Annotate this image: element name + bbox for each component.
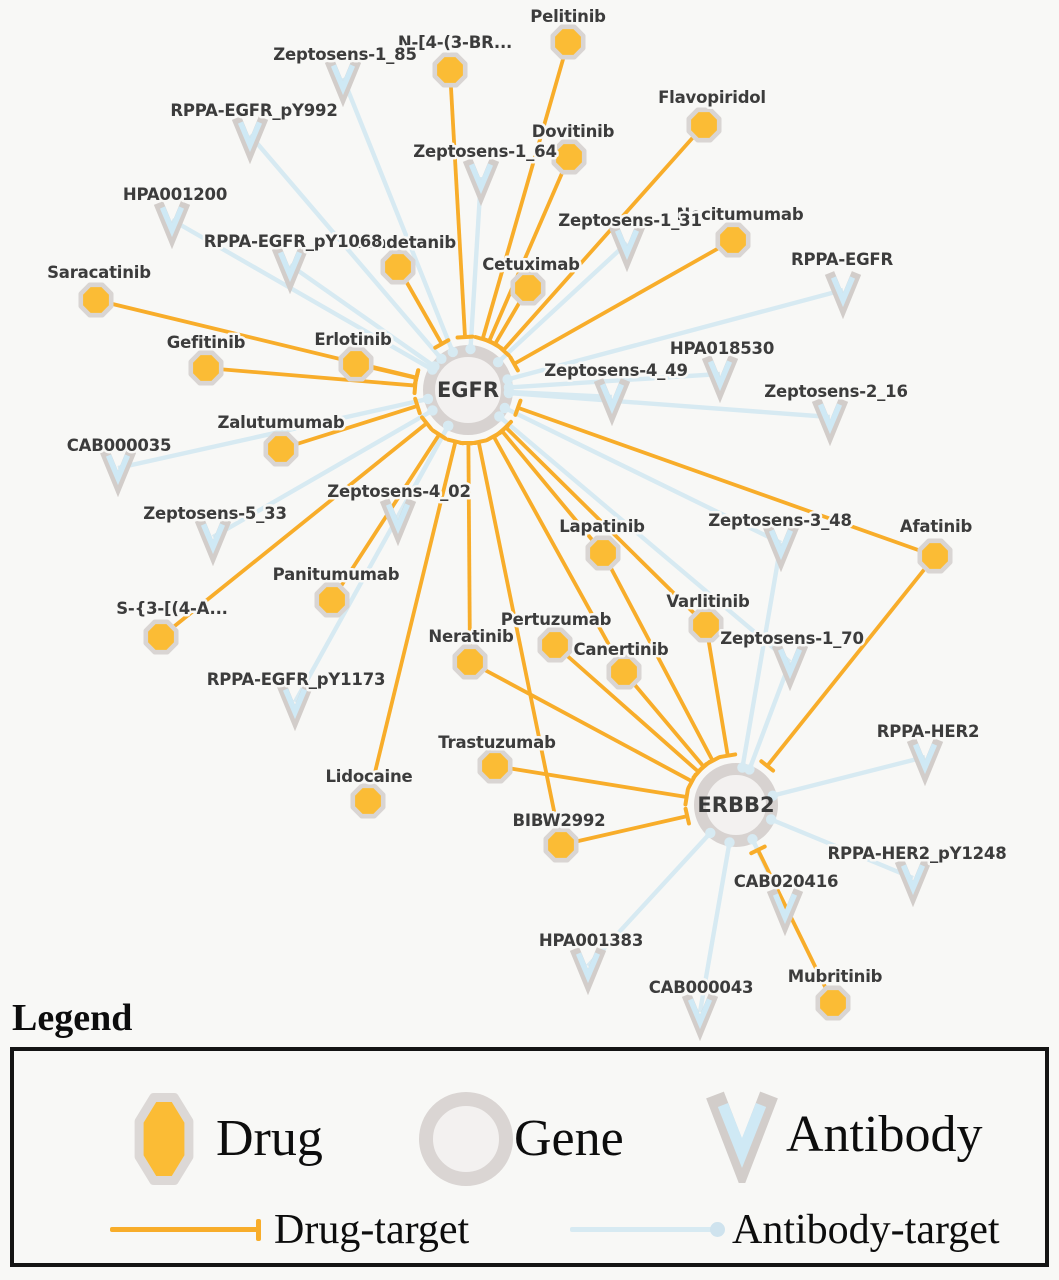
drug-node-lidocaine[interactable] (353, 786, 383, 816)
antibody-label-zeptosens-1-70: Zeptosens-1_70 (720, 629, 864, 648)
edge-target-dot (427, 405, 437, 415)
edge-target-dot (494, 411, 504, 421)
drug-node-s-3-4-a[interactable] (146, 622, 176, 652)
drug-label-vandetanib: Vandetanib (352, 233, 456, 252)
antibody-label-rppa-her2: RPPA-HER2 (876, 722, 980, 741)
legend-antibody-label: Antibody (786, 1106, 983, 1163)
legend-drug-target-label: Drug-target (274, 1207, 470, 1253)
antibody-label-cab020416: CAB020416 (733, 872, 839, 891)
edge-target-dot (465, 344, 475, 354)
drug-node-zalutumumab[interactable] (266, 434, 296, 464)
drug-label-afatinib: Afatinib (899, 517, 973, 536)
drug-node-flavopiridol[interactable] (689, 110, 719, 140)
antibody-label-rppa-egfr-py1173: RPPA-EGFR_pY1173 (206, 670, 386, 689)
drug-node-neratinib[interactable] (455, 647, 485, 677)
drug-node-varlitinib[interactable] (691, 610, 721, 640)
drug-label-mubritinib: Mubritinib (787, 967, 883, 986)
antibody-label-zeptosens-3-48: Zeptosens-3_48 (708, 511, 852, 530)
drug-label-panitumumab: Panitumumab (272, 565, 400, 584)
antibody-label-hpa001383: HPA001383 (538, 931, 644, 950)
edge-target-dot (724, 837, 734, 847)
drug-node-n-4-3-br[interactable] (435, 55, 465, 85)
edge-target-dot (448, 347, 458, 357)
drug-target-edge (450, 70, 465, 337)
drug-label-lidocaine: Lidocaine (325, 767, 413, 786)
edge-target-dot (423, 394, 433, 404)
drug-label-trastuzumab: Trastuzumab (438, 733, 556, 752)
gene-label-erbb2: ERBB2 (697, 793, 775, 817)
antibody-label-hpa018530: HPA018530 (669, 339, 775, 358)
antibody-label-rppa-her2-py1248: RPPA-HER2_pY1248 (827, 844, 1007, 863)
drug-target-tee-icon (256, 1219, 261, 1241)
drug-label-neratinib: Neratinib (428, 627, 514, 646)
antibody-label-zeptosens-1-64: Zeptosens-1_64 (413, 142, 557, 161)
drug-target-edge (495, 766, 687, 797)
edge-target-dot (429, 361, 439, 371)
antibody-node-icon (692, 1079, 792, 1183)
drug-node-pelitinib[interactable] (553, 27, 583, 57)
drug-label-lapatinib: Lapatinib (559, 517, 645, 536)
antibody-node-rppa-her2[interactable] (912, 740, 939, 773)
antibody-target-edge-icon (570, 1227, 712, 1232)
drug-label-cetuximab: Cetuximab (482, 255, 580, 274)
antibody-target-edge (773, 757, 925, 796)
antibody-label-zeptosens-4-49: Zeptosens-4_49 (544, 361, 688, 380)
antibody-label-cab000043: CAB000043 (648, 978, 754, 997)
drug-node-saracatinib[interactable] (81, 285, 111, 315)
drug-label-zalutumumab: Zalutumumab (217, 413, 345, 432)
antibody-node-hpa018530[interactable] (707, 357, 734, 390)
drug-label-gefitinib: Gefitinib (166, 333, 246, 352)
drug-label-canertinib: Canertinib (573, 640, 669, 659)
gene-label-egfr: EGFR (436, 378, 500, 402)
edge-target-dot (705, 828, 715, 838)
drug-label-pelitinib: Pelitinib (530, 7, 606, 26)
drug-node-canertinib[interactable] (609, 657, 639, 687)
edge-target-tee (458, 337, 473, 338)
antibody-target-edge (470, 177, 481, 349)
edge-target-tee (686, 809, 689, 824)
drug-node-bibw2992[interactable] (546, 830, 576, 860)
edge-target-tee (685, 790, 687, 805)
drug-label-bibw2992: BIBW2992 (512, 811, 606, 830)
drug-target-edge-icon (110, 1227, 258, 1232)
drug-target-edge (489, 157, 569, 341)
drug-node-cetuximab[interactable] (513, 273, 543, 303)
antibody-label-rppa-egfr: RPPA-EGFR (791, 250, 893, 269)
antibody-target-edge (749, 662, 790, 769)
antibody-target-dot-icon (710, 1222, 725, 1237)
antibody-label-zeptosens-2-16: Zeptosens-2_16 (764, 382, 908, 401)
drug-node-erlotinib[interactable] (341, 349, 371, 379)
edge-target-tee (515, 401, 520, 415)
legend-antibody-target-label: Antibody-target (732, 1207, 1000, 1253)
legend-drug-label: Drug (216, 1110, 323, 1167)
antibody-node-hpa001200[interactable] (159, 203, 186, 236)
drug-node-lapatinib[interactable] (588, 538, 618, 568)
edge-target-dot (443, 421, 453, 431)
drug-label-varlitinib: Varlitinib (666, 592, 750, 611)
antibody-label-rppa-egfr-py1068: RPPA-EGFR_pY1068 (203, 232, 383, 251)
antibody-label-rppa-egfr-py992: RPPA-EGFR_pY992 (170, 101, 338, 120)
drug-label-necitumumab: Necitumumab (676, 205, 804, 224)
drug-node-necitumumab[interactable] (718, 225, 748, 255)
edge-target-tee (415, 371, 418, 386)
drug-label-s-3-4-a: S-{3-[(4-A... (116, 599, 228, 618)
antibody-label-hpa001200: HPA001200 (122, 185, 228, 204)
legend-title: Legend (12, 997, 133, 1039)
drug-label-dovitinib: Dovitinib (531, 122, 615, 141)
drug-label-n-4-3-br: N-[4-(3-BR... (397, 33, 513, 52)
drug-label-erlotinib: Erlotinib (314, 330, 392, 349)
legend-box (10, 1047, 1049, 1267)
drug-node-icon (109, 1087, 219, 1191)
antibody-label-zeptosens-5-33: Zeptosens-5_33 (143, 504, 287, 523)
drug-node-dovitinib[interactable] (554, 142, 584, 172)
drug-node-afatinib[interactable] (920, 541, 950, 571)
drug-node-gefitinib[interactable] (191, 353, 221, 383)
drug-node-vandetanib[interactable] (383, 252, 413, 282)
antibody-label-cab000035: CAB000035 (66, 436, 172, 455)
antibody-label-zeptosens-1-31: Zeptosens-1_31 (558, 211, 702, 230)
drug-node-trastuzumab[interactable] (480, 751, 510, 781)
antibody-node-rppa-egfr[interactable] (830, 273, 857, 306)
drug-node-mubritinib[interactable] (818, 988, 848, 1018)
antibody-label-zeptosens-4-02: Zeptosens-4_02 (327, 482, 471, 501)
edge-target-dot (493, 357, 503, 367)
antibody-node-zeptosens-1-64[interactable] (468, 160, 495, 193)
edge-target-tee (720, 754, 735, 756)
legend-gene-label: Gene (514, 1110, 624, 1167)
drug-node-pertuzumab[interactable] (540, 630, 570, 660)
antibody-node-zeptosens-1-85[interactable] (330, 61, 357, 94)
gene-node-icon (414, 1087, 518, 1191)
drug-label-flavopiridol: Flavopiridol (658, 88, 766, 107)
drug-label-pertuzumab: Pertuzumab (500, 610, 612, 629)
antibody-node-rppa-egfr-py1068[interactable] (277, 248, 304, 281)
edge-target-dot (504, 388, 514, 398)
drug-label-saracatinib: Saracatinib (47, 263, 151, 282)
edge-target-dot (737, 762, 747, 772)
edge-target-tee (471, 440, 486, 443)
drug-node-panitumumab[interactable] (317, 585, 347, 615)
edge-target-dot (747, 834, 757, 844)
antibody-label-zeptosens-1-85: Zeptosens-1_85 (273, 45, 417, 64)
